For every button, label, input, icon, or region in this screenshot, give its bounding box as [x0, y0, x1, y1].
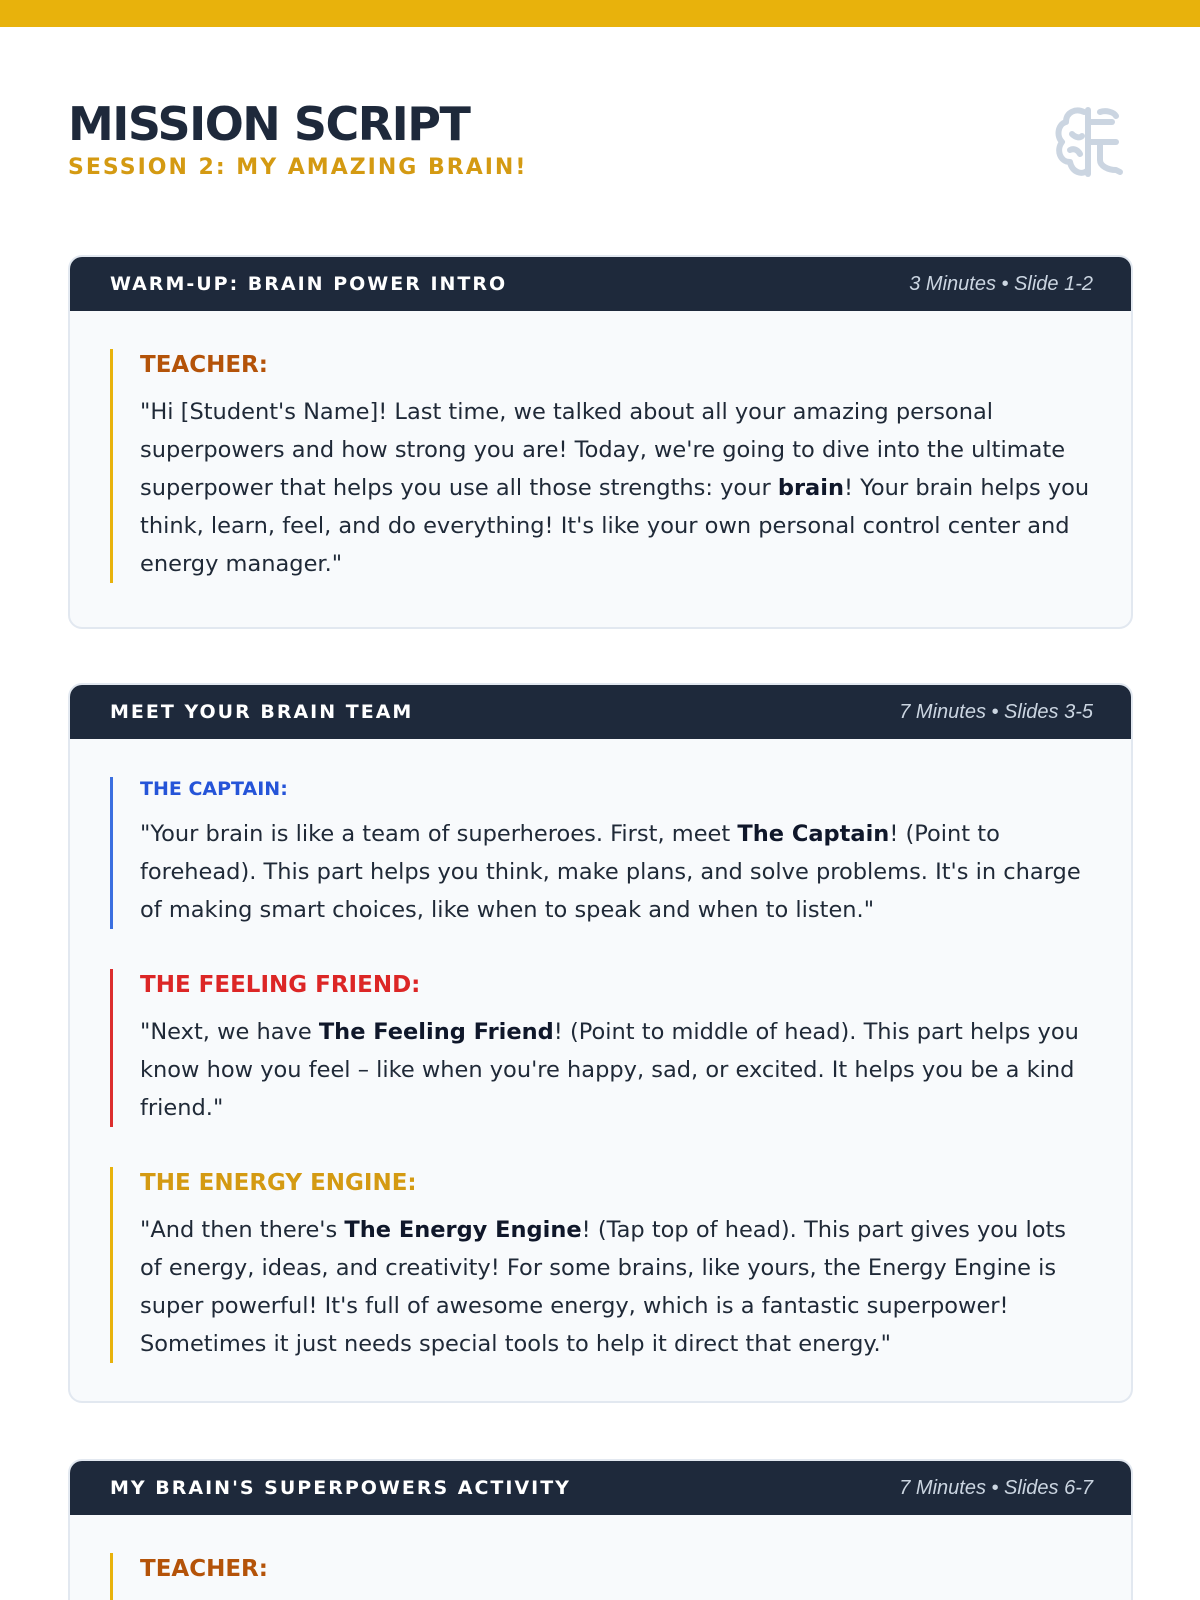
- page-title: MISSION SCRIPT: [68, 97, 470, 151]
- section-header: [70, 685, 1131, 739]
- speaker-label: TEACHER:: [140, 352, 268, 378]
- top-accent-bar: [0, 0, 1200, 27]
- section-body: [70, 739, 1131, 1403]
- script-text: "Hi [Student's Name]! Last time, we talked about all your amazing personal superpowers and how strong you are! Today, we're going to dive into the ultimate superpower that helps you use all those strengths: your brain! Your brain helps you think, learn, feel, and do everything! It's like your own personal control center and energy manager.": [140, 399, 1090, 577]
- section-brain-team: [68, 683, 1133, 1403]
- section-superpowers-activity: [68, 1459, 1133, 1600]
- script-text: "Your brain is like a team of superheroes. First, meet The Captain! (Point to forehead). This part helps you think, make plans, and solve problems. It's in charge of making smart choices, like when to speak and when to listen.": [140, 821, 1081, 923]
- script-block-energy-engine: [110, 1167, 1091, 1363]
- page-header: [68, 96, 1132, 196]
- script-block-teacher: [110, 1553, 1091, 1600]
- speaker-label: TEACHER:: [140, 1556, 268, 1582]
- brain-icon: [1054, 104, 1126, 180]
- speaker-label: THE ENERGY ENGINE:: [140, 1170, 417, 1196]
- script-block-teacher: [110, 349, 1091, 583]
- section-header: [70, 1461, 1131, 1515]
- section-body: [70, 311, 1131, 623]
- script-text: "Next, we have The Feeling Friend! (Point to middle of head). This part helps you know how you feel – like when you're happy, sad, or excited. It helps you be a kind friend.": [140, 1019, 1079, 1121]
- page-subtitle: SESSION 2: MY AMAZING BRAIN!: [68, 155, 528, 180]
- emphasis-text: brain: [777, 475, 844, 501]
- section-meta: 7 Minutes • Slides 6-7: [899, 1476, 1093, 1499]
- speaker-label: THE CAPTAIN:: [140, 778, 288, 800]
- script-block-captain: [110, 777, 1091, 929]
- section-warm-up: [68, 255, 1133, 629]
- section-title: MY BRAIN'S SUPERPOWERS ACTIVITY: [110, 1477, 571, 1499]
- section-title: WARM-UP: BRAIN POWER INTRO: [110, 273, 508, 295]
- section-title: MEET YOUR BRAIN TEAM: [110, 701, 414, 723]
- section-meta: 3 Minutes • Slide 1-2: [909, 272, 1093, 295]
- section-meta: 7 Minutes • Slides 3-5: [899, 700, 1093, 723]
- speaker-label: THE FEELING FRIEND:: [140, 972, 421, 998]
- emphasis-text: The Energy Engine: [344, 1217, 582, 1243]
- script-text: "And then there's The Energy Engine! (Tap top of head). This part gives you lots of energy, ideas, and creativity! For some brains, like yours, the Energy Engine is super powerful! It's full of awesome energy, which is a fantastic superpower! Sometimes it just needs special tools to help it direct that energy.": [140, 1217, 1067, 1357]
- emphasis-text: The Captain: [737, 821, 890, 847]
- script-block-feeling-friend: [110, 969, 1091, 1127]
- emphasis-text: The Feeling Friend: [318, 1019, 554, 1045]
- section-header: [70, 257, 1131, 311]
- section-body: [70, 1515, 1131, 1600]
